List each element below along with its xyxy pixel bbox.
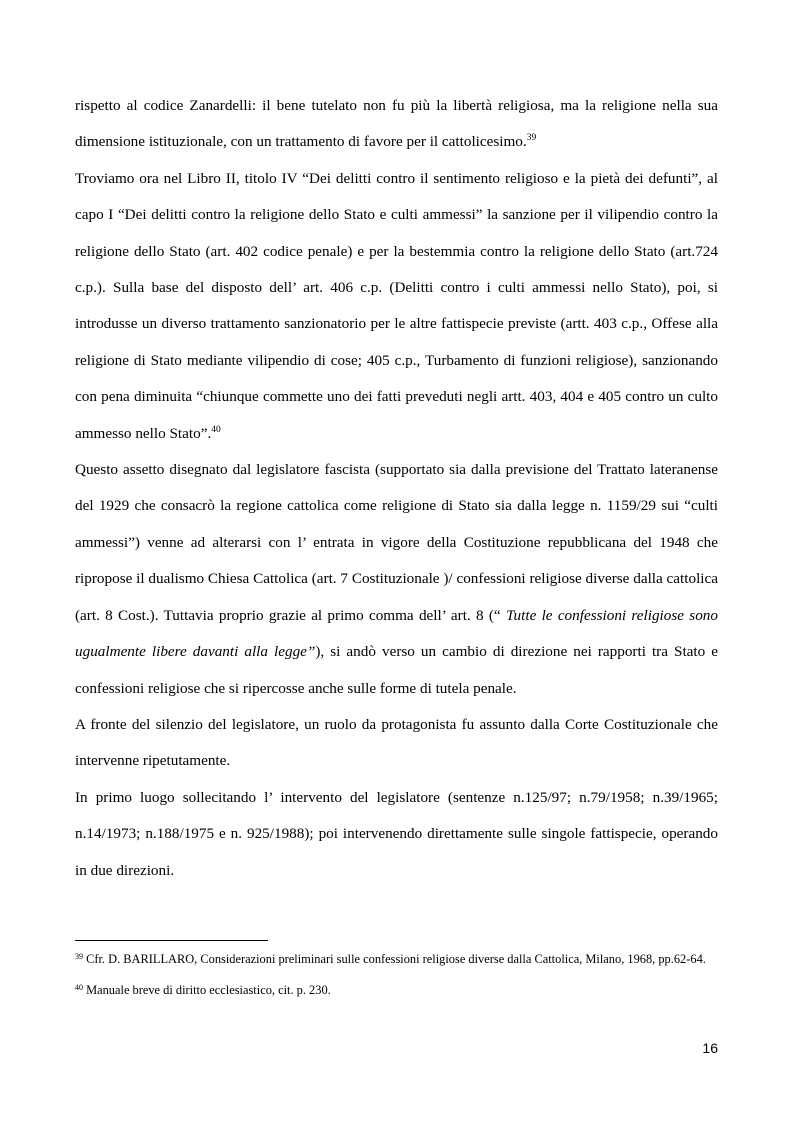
paragraph (75, 707, 718, 780)
footnote-number: 40 (75, 983, 83, 992)
paragraph-text: A fronte del silenzio del legislatore, un ruolo da protagonista fu assunto dalla Corte Costituzionale che intervenne ripetutamente. (75, 715, 718, 770)
paragraph (75, 780, 718, 889)
paragraph-text: Troviamo ora nel Libro II, titolo IV “Dei delitti contro il sentimento religioso e la pietà dei defunti”, al capo I “Dei delitti contro la religione dello Stato e culti ammessi” la sanzione per il vilipendio contro la religione dello Stato (art. 402 codice penale) e per la bestemmia contro la religione dello Stato (art.724 c.p.). Sulla base del disposto dell’ art. 406 c.p. (Delitti contro i culti ammessi nello Stato), poi, si introdusse un diverso trattamento sanzionatorio per le altre fattispecie previste (artt. 403 c.p., Offese alla religione di Stato mediante vilipendio di cose; 405 c.p., Turbamento di funzioni religiose), sanzionando con pena diminuita “chiunque commette uno dei fatti preveduti negli artt. 403, 404 e 405 contro un culto ammesso nello Stato”. (75, 169, 718, 442)
footnote-ref: 39 (526, 133, 537, 144)
paragraph-text: rispetto al codice Zanardelli: il bene tutelato non fu più la libertà religiosa, ma la religione nella sua dimensione istituzionale, con un trattamento di favore per il cattolicesimo. (75, 97, 718, 151)
paragraph (75, 88, 718, 161)
paragraph (75, 161, 718, 452)
body-text (75, 88, 718, 889)
footnotes (75, 944, 718, 1006)
constitution-quote: Tutte le confessioni religiose sono ugualmente libere davanti alla legge” (75, 606, 718, 661)
paragraph (75, 452, 718, 707)
paragraph-text: Questo assetto disegnato dal legislatore fascista (supportato sia dalla previsione del Trattato lateranense del 1929 che consacrò la regione cattolica come religione di Stato sia dalla legge n. 1159/29 sui “culti ammessi”) venne ad alterarsi con l’ entrata in vigore della Costituzione repubblicana del 1948 che ripropose il dualismo Chiesa Cattolica (art. 7 Costituzionale )/ confessioni religiose diverse dalla cattolica (art. 8 Cost.). Tuttavia proprio grazie al primo comma dell’ art. 8 (“ (75, 461, 718, 624)
footnote-number: 39 (75, 952, 83, 961)
paragraph-text: In primo luogo sollecitando l’ intervento del legislatore (sentenze n.125/97; n.79/1958; n.39/1965; n.14/1973; n.188/1975 e n. 925/1988); poi intervenendo direttamente sulle singole fattispecie, operando in due direzioni. (75, 788, 718, 879)
page-number: 16 (702, 1040, 718, 1056)
footnote-ref: 40 (211, 424, 221, 435)
paragraph-text: ), si andò verso un cambio di direzione nei rapporti tra Stato e confessioni religiose che si ripercosse anche sulle forme di tutela penale. (75, 643, 718, 697)
footnote-text: Manuale breve di diritto ecclesiastico, cit. p. 230. (83, 983, 331, 997)
footnote (75, 944, 718, 975)
footnote-text: Cfr. D. BARILLARO, Considerazioni preliminari sulle confessioni religiose diverse dalla Cattolica, Milano, 1968, pp.62-64. (83, 952, 706, 966)
footnote-separator (75, 940, 268, 941)
footnote (75, 975, 718, 1006)
